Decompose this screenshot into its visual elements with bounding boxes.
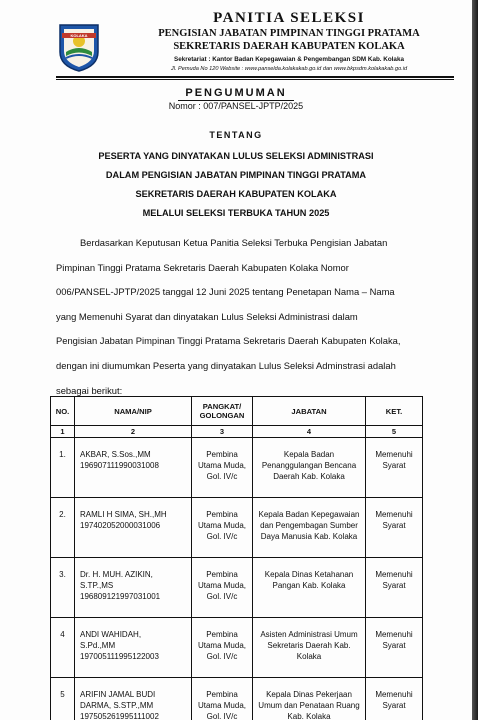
cell-note <box>366 618 423 678</box>
participant-nip: 197402052000031006 <box>80 521 161 530</box>
cell-name-nip <box>75 438 192 498</box>
position-line: Kepala Badan Kepegawaian <box>258 510 360 519</box>
participant-name: DARMA, S.STP.,MM <box>80 701 154 710</box>
position-line: Umum dan Penataan Ruang <box>258 701 360 710</box>
body-line: dengan ini diumumkan Peserta yang dinyatakan Lulus Seleksi Adminstrasi adalah <box>56 359 396 371</box>
rank-line: Utama Muda, <box>197 521 247 530</box>
column-number: 1 <box>51 426 75 438</box>
position-line: Kepala Dinas Ketahanan <box>264 570 354 579</box>
cell-note <box>366 558 423 618</box>
position-line: Sekretaris Daerah Kab. <box>267 641 351 650</box>
rank-line: Gol. IV/c <box>206 652 238 661</box>
cell-name-nip <box>75 678 192 720</box>
row-number: 3. <box>59 570 66 579</box>
announcement-title: PENGUMUMAN <box>185 87 287 99</box>
participant-nip: 197005111995122003 <box>80 652 159 661</box>
note-line: Memenuhi <box>375 690 413 699</box>
position-line: Asisten Administrasi Umum <box>260 630 358 639</box>
rank-line: Utama Muda, <box>197 701 247 710</box>
note-line: Memenuhi <box>375 570 413 579</box>
note-line: Syarat <box>382 521 406 530</box>
table-row <box>51 678 423 720</box>
rank-line: Gol. IV/c <box>206 472 238 481</box>
cell-note <box>366 678 423 720</box>
rank-line: Utama Muda, <box>197 581 247 590</box>
cell-rank <box>192 438 253 498</box>
participants-table <box>50 396 423 720</box>
column-number: 2 <box>75 426 192 438</box>
cell-no <box>51 678 75 720</box>
table-row <box>51 498 423 558</box>
cell-no <box>51 618 75 678</box>
row-number: 5 <box>60 690 65 699</box>
position-line: Kab. Kolaka <box>287 712 331 720</box>
header-no: NO. <box>51 397 75 426</box>
cell-no <box>51 438 75 498</box>
header-rule-thick <box>56 76 454 78</box>
rank-line: Utama Muda, <box>197 641 247 650</box>
subject-line: PESERTA YANG DINYATAKAN LULUS SELEKSI ADMINISTRASI <box>98 151 374 161</box>
cell-position <box>253 558 366 618</box>
subject-line: SEKRETARIS DAERAH KABUPATEN KOLAKA <box>135 189 337 199</box>
org-name: PANITIA SELEKSI <box>213 10 365 26</box>
position-line: dan Pengembagan Sumber <box>260 521 358 530</box>
subject-line: MELALUI SELEKSI TERBUKA TAHUN 2025 <box>142 208 330 218</box>
cell-name-nip <box>75 618 192 678</box>
position-line: Daya Manusia Kab. Kolaka <box>260 532 358 541</box>
cell-name-nip <box>75 558 192 618</box>
participant-name: ANDI WAHIDAH, <box>80 630 142 639</box>
note-line: Memenuhi <box>375 510 413 519</box>
rank-line: Pembina <box>206 510 238 519</box>
cell-rank <box>192 678 253 720</box>
column-number: 3 <box>192 426 253 438</box>
row-number: 4 <box>60 630 65 639</box>
row-number: 1. <box>59 450 66 459</box>
note-line: Memenuhi <box>375 630 413 639</box>
cell-rank <box>192 558 253 618</box>
header-line-3: SEKRETARIS DAERAH KABUPATEN KOLAKA <box>173 41 405 52</box>
position-line: Penanggulangan Bencana <box>261 461 357 470</box>
participant-name: S.Pd.,MM <box>80 641 116 650</box>
position-line: Kepala Dinas Pekerjaan <box>266 690 352 699</box>
participant-nip: 196907111990031008 <box>80 461 159 470</box>
rank-line: Pembina <box>206 450 238 459</box>
body-line: 006/PANSEL-JPTP/2025 tanggal 12 Juni 2025 tentang Penetapan Nama – Nama <box>56 286 395 298</box>
cell-position <box>253 438 366 498</box>
about-label: TENTANG <box>209 130 263 140</box>
subject-line: DALAM PENGISIAN JABATAN PIMPINAN TINGGI PRATAMA <box>105 170 367 180</box>
participant-nip: 197505261995111002 <box>80 712 159 720</box>
header-line-2: PENGISIAN JABATAN PIMPINAN TINGGI PRATAMA <box>158 28 420 39</box>
position-line: Daerah Kab. Kolaka <box>273 472 345 481</box>
cell-note <box>366 438 423 498</box>
rank-line: Pembina <box>206 690 238 699</box>
cell-name-nip <box>75 498 192 558</box>
table-row <box>51 618 423 678</box>
table-row <box>51 438 423 498</box>
position-line: Pangan Kab. Kolaka <box>272 581 346 590</box>
cell-position <box>253 618 366 678</box>
header-name-nip: NAMA/NIP <box>75 397 192 426</box>
announcement-number: Nomor : 007/PANSEL-JPTP/2025 <box>168 101 304 111</box>
rank-line: Pembina <box>206 630 238 639</box>
participant-name: S.TP.,MS <box>80 581 114 590</box>
note-line: Syarat <box>382 461 406 470</box>
header-note: KET. <box>366 397 423 426</box>
body-line: Berdasarkan Keputusan Ketua Panitia Seleksi Terbuka Pengisian Jabatan <box>80 237 388 248</box>
secretariat-line: Sekretariat : Kantor Badan Kepegawaian & Pengembangan SDM Kab. Kolaka <box>174 56 404 63</box>
rank-line: Utama Muda, <box>197 461 247 470</box>
body-line: Pimpinan Tinggi Pratama Sekretaris Daerah Kabupaten Kolaka Nomor <box>56 261 349 273</box>
body-line: Pengisian Jabatan Pimpinan Tinggi Pratama Sekretaris Daerah Kabupaten Kolaka, <box>56 335 401 347</box>
position-line: Kepala Badan <box>283 450 335 459</box>
rank-line: Gol. IV/c <box>206 592 238 601</box>
rank-line: Pembina <box>206 570 238 579</box>
note-line: Syarat <box>382 641 406 650</box>
column-number: 4 <box>253 426 366 438</box>
table-header-row <box>51 397 423 426</box>
body-paragraph <box>56 231 459 403</box>
body-line: sebagai berikut: <box>56 384 123 396</box>
cell-rank <box>192 498 253 558</box>
scan-edge-shadow <box>472 0 478 720</box>
rank-line: Gol. IV/c <box>206 712 238 720</box>
cell-rank <box>192 618 253 678</box>
note-line: Syarat <box>382 581 406 590</box>
column-number: 5 <box>366 426 423 438</box>
cell-no <box>51 558 75 618</box>
cell-position <box>253 498 366 558</box>
row-number: 2. <box>59 510 66 519</box>
participant-nip: 196809121997031001 <box>80 592 161 601</box>
body-line: yang Memenuhi Syarat dan dinyatakan Lulus Seleksi Administrasi dalam <box>56 310 358 322</box>
note-line: Syarat <box>382 701 406 710</box>
header-rank: PANGKAT/ GOLONGAN <box>192 397 253 426</box>
column-number-row <box>51 426 423 438</box>
participant-name: AKBAR, S.Sos.,MM <box>80 450 151 459</box>
address-line: Jl. Pemuda No 120 Website : www.panselda.kolakakab.go.id dan www.bkpsdm.kolakakab.go.id <box>170 66 408 72</box>
position-line: Kolaka <box>296 652 322 661</box>
rank-line: Gol. IV/c <box>206 532 238 541</box>
note-line: Memenuhi <box>375 450 413 459</box>
header-position: JABATAN <box>253 397 366 426</box>
kolaka-regency-logo <box>56 22 102 72</box>
logo-text: KOLAKA <box>70 33 88 39</box>
header-rule-thin <box>56 79 454 80</box>
participant-name: ARIFIN JAMAL BUDI <box>80 690 156 699</box>
participant-name: RAMLI H SIMA, SH.,MH <box>80 510 167 519</box>
cell-note <box>366 498 423 558</box>
table-row <box>51 558 423 618</box>
cell-position <box>253 678 366 720</box>
cell-no <box>51 498 75 558</box>
participant-name: Dr. H. MUH. AZIKIN, <box>80 570 153 579</box>
